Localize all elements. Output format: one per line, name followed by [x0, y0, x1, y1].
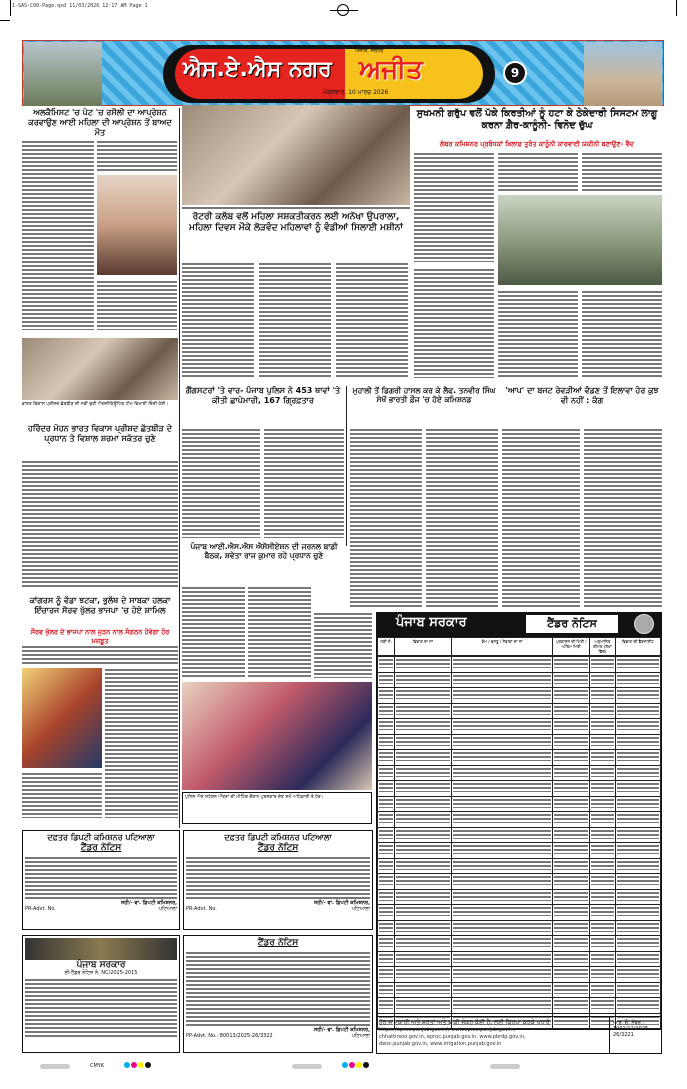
- table-cell: [379, 767, 393, 777]
- photo-caption: [182, 206, 410, 210]
- rotary-club-photo: [182, 105, 410, 205]
- tender-ad-3: [183, 935, 373, 1053]
- section-name: ਐਸ.ਏ.ਐਸ ਨਗਰ: [183, 57, 332, 82]
- table-cell: [554, 953, 588, 963]
- table-cell: [554, 844, 588, 854]
- table-row: [378, 657, 661, 673]
- tender-link[interactable]: chhattirxoo.gov.in, eproc.punjab.gov.in, www.pbrdp.gov.in,: [379, 1034, 526, 1041]
- table-cell: [591, 937, 613, 947]
- table-cell: [617, 751, 659, 761]
- article-body: [259, 262, 331, 378]
- headline-lt-tanveer: ਮੁਹਾਲੀ ਤੋਂ ਡਿਗਰੀ ਹਾਸਲ ਕਰ ਕੇ ਲੈਫ. ਤਨਵੀਰ ਸਿੰਘ ਸੇਖੋਂ ਭਾਰਤੀ ਫ਼ੌਜ 'ਚ ਹੋਏ ਕਮਿਸ਼ਨਡ: [352, 386, 496, 405]
- table-cell: [591, 844, 613, 854]
- article-body: [414, 152, 494, 262]
- ad-title: ਟੈਂਡਰ ਨੋਟਿਸ: [257, 938, 299, 948]
- page-number: 9: [503, 61, 527, 85]
- table-cell: [379, 968, 393, 978]
- table-cell: [591, 736, 613, 746]
- table-cell: [554, 674, 588, 684]
- table-row: [378, 905, 661, 921]
- table-cell: [379, 720, 393, 730]
- column-header: ਕੰਮ / ਵਸਤੂ / ਸੇਵਾਵਾਂ ਦਾ ਨਾਂ: [451, 638, 553, 656]
- table-header-row: [378, 638, 661, 656]
- table-cell: [396, 813, 450, 823]
- table-cell: [554, 782, 588, 792]
- ad-body: [25, 856, 177, 900]
- table-cell: [396, 844, 450, 854]
- table-cell: [554, 829, 588, 839]
- column-rule: [179, 108, 180, 828]
- table-row: [378, 672, 661, 688]
- table-cell: [591, 798, 613, 808]
- article-body: [582, 152, 662, 192]
- table-cell: [554, 984, 588, 994]
- table-cell: [554, 689, 588, 699]
- table-cell: [617, 829, 659, 839]
- table-cell: [617, 906, 659, 916]
- table-cell: [617, 658, 659, 668]
- table-cell: [617, 875, 659, 885]
- table-cell: [554, 736, 588, 746]
- table-cell: [617, 984, 659, 994]
- article-body: [498, 290, 578, 378]
- table-row: [378, 843, 661, 859]
- table-cell: [396, 906, 450, 916]
- table-cell: [617, 689, 659, 699]
- ad-signatory: ਸਹੀ/- ਵਾ. ਡਿਪਟੀ ਕਮਿਸ਼ਨਰ,: [313, 900, 370, 906]
- masthead-photo-right: [584, 42, 662, 106]
- table-cell: [453, 984, 552, 994]
- table-cell: [617, 968, 659, 978]
- tender-table: [376, 636, 662, 1030]
- table-cell: [591, 751, 613, 761]
- table-cell: [396, 984, 450, 994]
- table-cell: [453, 906, 552, 916]
- ad-pr-number: PP-Advt. No.: 80013/2025-26/3322: [186, 1033, 273, 1039]
- table-cell: [453, 937, 552, 947]
- ad-signatory: ਸਹੀ/- ਵਾ. ਡਿਪਟੀ ਕਮਿਸ਼ਨਰ,: [313, 1027, 370, 1033]
- article-body: [314, 612, 372, 678]
- table-cell: [617, 736, 659, 746]
- table-cell: [453, 689, 552, 699]
- punjab-emblem-icon: [634, 614, 654, 634]
- table-row: [378, 781, 661, 797]
- headline-congress-setback: ਕਾਂਗਰਸ ਨੂੰ ਵੱਡਾ ਝਟਕਾ, ਭੁਲੱਥ ਦੇ ਸਾਬਕਾ ਹਲਕਾ ਇੰਚਾਰਜ ਸੌਰਵ ਖੁੱਲਰ ਭਾਜਪਾ 'ਚ ਹੋਏ ਸ਼ਾਮਿਲ: [29, 596, 171, 615]
- article-body: [182, 262, 254, 378]
- table-cell: [617, 953, 659, 963]
- tender-ro-number: ਆਰ. ਓ. ਨੰਬਰ : 1001/12/2025-26/3221: [609, 1017, 661, 1053]
- table-cell: [554, 860, 588, 870]
- table-cell: [554, 875, 588, 885]
- ad-pr-number: PR-Advt. No.: [186, 906, 217, 912]
- table-row: [378, 812, 661, 828]
- table-cell: [453, 844, 552, 854]
- tender-government-name: ਪੰਜਾਬ ਸਰਕਾਰ: [396, 615, 467, 630]
- table-cell: [617, 813, 659, 823]
- table-cell: [617, 844, 659, 854]
- ad-pr-number: PR-Advt. No.: [25, 906, 56, 912]
- table-cell: [379, 689, 393, 699]
- table-cell: [617, 860, 659, 870]
- table-row: [378, 734, 661, 750]
- table-cell: [591, 767, 613, 777]
- registration-mark: [337, 4, 349, 16]
- table-cell: [591, 674, 613, 684]
- table-cell: [453, 953, 552, 963]
- table-row: [378, 827, 661, 843]
- table-cell: [453, 860, 552, 870]
- table-row: [378, 967, 661, 983]
- article-body: [426, 428, 498, 608]
- table-cell: [554, 767, 588, 777]
- table-cell: [554, 937, 588, 947]
- table-cell: [617, 937, 659, 947]
- table-row: [378, 796, 661, 812]
- ad-body: [186, 856, 370, 900]
- table-cell: [554, 968, 588, 978]
- photo-caption: ਪੁਲਿਸ ਐਸ ਸਟੇਸ਼ਨ ਔਰਤਾਂ ਦੀ ਮੀਟਿੰਗ ਦੌਰਾਨ ਪੁਰਸਕਾਰ ਦੇਣ ਸਮੇਂ ਅਧਿਕਾਰੀ ਤੇ ਹੋਰ।: [182, 792, 372, 824]
- table-row: [378, 719, 661, 735]
- table-cell: [591, 953, 613, 963]
- table-row: [378, 703, 661, 719]
- table-cell: [591, 860, 613, 870]
- masthead-nameplate: [163, 45, 495, 103]
- table-row: [378, 889, 661, 905]
- table-cell: [396, 782, 450, 792]
- tender-notice-header: [376, 612, 662, 636]
- tender-notice-title: ਟੈਂਡਰ ਨੋਟਿਸ: [526, 615, 618, 633]
- article-body: [97, 140, 177, 172]
- table-cell: [617, 922, 659, 932]
- article-body: [105, 668, 178, 818]
- table-cell: [396, 922, 450, 932]
- table-cell: [453, 922, 552, 932]
- headline-rotary-club: ਰੋਟਰੀ ਕਲੱਬ ਵਲੋਂ ਮਹਿਲਾ ਸਸ਼ਕਤੀਕਰਨ ਲਈ ਅਨੋਖਾ ਉਪਰਾਲਾ, ਮਹਿਲਾ ਦਿਵਸ ਮੌਕੇ ਲੋੜਵੰਦ ਮਹਿਲਾਵਾਂ ਨੂੰ ਵੰਡੀਆਂ ਸਿਲਾਈ ਮਸ਼ੀਨਾਂ: [189, 212, 403, 234]
- table-cell: [396, 999, 450, 1009]
- table-cell: [591, 999, 613, 1009]
- table-cell: [591, 813, 613, 823]
- table-cell: [379, 674, 393, 684]
- article-body: [97, 280, 177, 330]
- table-cell: [617, 767, 659, 777]
- article-body: [182, 428, 260, 538]
- column-header: ਪ੍ਰਕਾਸ਼ਨ ਦੀ ਮਿਤੀ / ਅੰਤਿਮ ਮਿਤੀ: [553, 638, 590, 656]
- table-cell: [554, 751, 588, 761]
- table-row: [378, 951, 661, 967]
- table-cell: [453, 875, 552, 885]
- table-cell: [379, 906, 393, 916]
- table-cell: [396, 720, 450, 730]
- table-cell: [591, 705, 613, 715]
- table-cell: [617, 674, 659, 684]
- table-row: [378, 936, 661, 952]
- table-cell: [554, 658, 588, 668]
- table-cell: [396, 751, 450, 761]
- table-cell: [453, 782, 552, 792]
- table-cell: [453, 705, 552, 715]
- table-cell: [453, 798, 552, 808]
- table-cell: [554, 720, 588, 730]
- table-cell: [379, 922, 393, 932]
- table-cell: [396, 767, 450, 777]
- table-cell: [379, 813, 393, 823]
- table-cell: [554, 906, 588, 916]
- column-header: ਵਿਭਾਗ ਦੀ ਵੈੱਬਸਾਈਟ: [615, 638, 660, 656]
- headline-sukhmani-group: ਸੁਖਮਨੀ ਗਰੁੱਪ ਵਲੋਂ ਪੱਕੇ ਕਿਰਤੀਆਂ ਨੂੰ ਹਟਾ ਕੇ ਠੇਕੇਦਾਰੀ ਸਿਸਟਮ ਲਾਗੂ ਕਰਨਾ ਗ਼ੈਰ-ਕਾਨੂੰਨੀ- ਵਿਨੋਦ ਚੁੱਘ: [416, 108, 658, 131]
- table-cell: [554, 922, 588, 932]
- table-cell: [617, 999, 659, 1009]
- tender-ad-dc-patiala-1: [22, 830, 180, 930]
- ad-place: ਪਟਿਆਲਾ: [351, 1033, 370, 1039]
- print-slug: 1-SAS-C00-Page.qxd 11/03/2026 12:17 AM Page 1: [12, 3, 148, 9]
- table-cell: [591, 906, 613, 916]
- subheadline: ਲੇਬਰ ਕਮਿਸ਼ਨਰ ਪ੍ਰਬੰਧਕਾਂ ਖ਼ਿਲਾਫ਼ ਤੁਰੰਤ ਕਾਨੂੰਨੀ ਕਾਰਵਾਈ ਯਕੀਨੀ ਬਣਾਉਣ- ਵੈਦ: [440, 140, 634, 148]
- table-row: [378, 874, 661, 890]
- table-cell: [379, 984, 393, 994]
- table-row: [378, 982, 661, 998]
- brand-name: ਅਜੀਤ: [359, 55, 423, 85]
- table-cell: [379, 875, 393, 885]
- article-body: [336, 262, 408, 378]
- ad-office-name: ਦਫ਼ਤਰ ਡਿਪਟੀ ਕਮਿਸ਼ਨਰ ਪਟਿਆਲਾ: [224, 833, 332, 842]
- table-cell: [396, 891, 450, 901]
- table-cell: [617, 705, 659, 715]
- headline-ias-association: ਪੰਜਾਬ ਆਈ.ਐਸ.ਐਸ ਐਸੋਸੀਏਸ਼ਨ ਦੀ ਜਰਨਲ ਬਾਡੀ ਬੈਠਕ, ਸ਼ਵੇਤਾ ਰਾਜ ਕੁਮਾਰ ਰਹੇ ਪ੍ਰਧਾਨ ਚੁਣੇ: [190, 542, 338, 561]
- table-row: [378, 998, 661, 1014]
- table-cell: [453, 767, 552, 777]
- crop-mark: [0, 20, 10, 21]
- edition-label: ਅਜੀਤ, ਜਲੰਧਰ: [355, 48, 384, 54]
- table-row: [378, 688, 661, 704]
- ad-signatory: ਸਹੀ/- ਵਾ. ਡਿਪਟੀ ਕਮਿਸ਼ਨਰ,: [120, 900, 177, 906]
- table-cell: [396, 674, 450, 684]
- award-photo: [182, 682, 372, 790]
- column-header: ਲੜੀ ਨੰ.: [378, 638, 395, 656]
- ad-title: ਟੈਂਡਰ ਨੋਟਿਸ: [257, 843, 299, 853]
- table-cell: [453, 829, 552, 839]
- article-body: [22, 460, 178, 588]
- table-cell: [379, 860, 393, 870]
- table-cell: [396, 798, 450, 808]
- table-cell: [396, 705, 450, 715]
- tender-link[interactable]: https://eproc.punjab.gov.in/, www.eproc.punjab.gov.in,: [379, 1027, 516, 1034]
- article-body: [350, 428, 422, 608]
- article-body: [502, 428, 580, 608]
- table-cell: [453, 658, 552, 668]
- photo-caption: ਭਾਰਤ ਵਿਕਾਸ ਪ੍ਰੀਸ਼ਦ ਛੱਤਬੀੜ ਦੀ ਨਵੀਂ ਚੁਣੀ ਐਗਜ਼ੀਕਿਊਟਿਵ ਟੀਮ ਵਿਖਾਈ ਦਿੰਦੀ ਹੋਈ।: [22, 402, 169, 407]
- tender-footer-text: ਹੋਰ ਜਾਣਕਾਰੀ ਅਤੇ ਸ਼ਰਤਾਂ ਅਤੇ ਬਾਕੀ ਜੇਕਰ ਕੋਈ ਹੈ, ਲਈ ਕਿਰਪਾ ਕਰਕੇ ਪਧਾਰੋ: [379, 1019, 550, 1026]
- table-cell: [379, 891, 393, 901]
- headline-gangsters-raid: ਗੈਂਗਸਟਰਾਂ 'ਤੇ ਵਾਰ- ਪੰਜਾਬ ਪੁਲਿਸ ਨੇ 453 ਥਾਵਾਂ 'ਤੇ ਕੀਤੀ ਛਾਪੇਮਾਰੀ, 167 ਗ੍ਰਿਫ਼ਤਾਰ: [185, 386, 341, 405]
- table-cell: [591, 658, 613, 668]
- table-cell: [396, 953, 450, 963]
- column-header: ਅਨੁਮਾਨਿਤ ਕੀਮਤ (ਲੱਖਾਂ ਵਿੱਚ): [590, 638, 615, 656]
- ad-body: [186, 951, 370, 1027]
- punjab-sarkar-ad: [22, 935, 180, 1053]
- article-body: [582, 290, 662, 378]
- table-cell: [379, 705, 393, 715]
- table-cell: [591, 968, 613, 978]
- table-row: [378, 750, 661, 766]
- tender-footer: [376, 1016, 662, 1054]
- headline-hospital-death: ਅਲਕੈਮਿਸਟ 'ਚ ਪੇਟ 'ਚ ਰਸੌਲੀ ਦਾ ਆਪ੍ਰੇਸ਼ਨ ਕਰਵਾਉਣ ਆਈ ਮਹਿਲਾ ਦੀ ਆਪ੍ਰੇਸ਼ਨ ਤੋਂ ਬਾਅਦ ਮੌਤ: [28, 108, 172, 137]
- table-cell: [591, 782, 613, 792]
- column-header: ਵਿਭਾਗ ਦਾ ਨਾਂ: [394, 638, 451, 656]
- table-cell: [453, 968, 552, 978]
- article-body: [498, 152, 578, 192]
- table-cell: [379, 937, 393, 947]
- portrait-photo: [97, 175, 177, 275]
- article-body: [248, 586, 311, 678]
- table-cell: [554, 999, 588, 1009]
- article-body: [182, 586, 245, 678]
- crop-mark: [676, 0, 677, 16]
- article-body: [22, 645, 178, 665]
- table-cell: [379, 844, 393, 854]
- article-body: [584, 428, 662, 608]
- table-cell: [379, 953, 393, 963]
- table-cell: [396, 875, 450, 885]
- tender-link[interactable]: dwsc.punjab.gov.in, www.irrigation.punjab.gov.in: [379, 1041, 502, 1048]
- table-cell: [554, 891, 588, 901]
- table-cell: [396, 829, 450, 839]
- table-cell: [591, 829, 613, 839]
- subheadline: ਸੌਰਵ ਖੁੱਲਰ ਦੇ ਭਾਜਪਾ ਨਾਲ ਜੁੜਨ ਨਾਲ ਸੰਗਠਨ ਹੋਵੇਗਾ ਹੋਰ ਮਜ਼ਬੂਤ: [30, 628, 170, 645]
- group-photo: [22, 338, 178, 400]
- table-cell: [453, 736, 552, 746]
- table-cell: [379, 736, 393, 746]
- table-cell: [554, 813, 588, 823]
- masthead: [22, 40, 664, 106]
- article-body: [264, 428, 344, 538]
- ad-title: ਟੈਂਡਰ ਨੋਟਿਸ: [80, 843, 122, 853]
- table-cell: [396, 658, 450, 668]
- table-row: [378, 765, 661, 781]
- table-cell: [396, 689, 450, 699]
- headline-bvp: ਹਰਿੰਦਰ ਮੋਹਨ ਭਾਰਤ ਵਿਕਾਸ ਪ੍ਰੀਸ਼ਦ ਛੱਤਬੀੜ ਦੇ ਪ੍ਰਧਾਨ ਤੇ ਵਿਸ਼ਾਲ ਸ਼ਰਮਾ ਸਕੱਤਰ ਚੁਣੇ: [28, 424, 172, 443]
- table-cell: [453, 813, 552, 823]
- table-cell: [617, 891, 659, 901]
- table-cell: [453, 674, 552, 684]
- tender-ad-dc-patiala-2: [183, 830, 373, 930]
- table-cell: [554, 705, 588, 715]
- table-cell: [379, 829, 393, 839]
- table-cell: [379, 658, 393, 668]
- table-cell: [554, 798, 588, 808]
- table-cell: [396, 736, 450, 746]
- ad-place: ਪਟਿਆਲਾ: [351, 906, 370, 912]
- masthead-photo-left: [24, 42, 102, 106]
- table-cell: [617, 782, 659, 792]
- table-cell: [591, 689, 613, 699]
- table-cell: [379, 751, 393, 761]
- table-row: [378, 858, 661, 874]
- column-rule: [346, 386, 347, 546]
- table-row: [378, 920, 661, 936]
- table-cell: [396, 937, 450, 947]
- headline-aap-budget: 'ਆਪ' ਦਾ ਬਜਟ ਰੇਵੜੀਆਂ ਵੰਡਣ ਤੋਂ ਇਲਾਵਾ ਹੋਰ ਕੁਝ ਵੀ ਨਹੀਂ : ਕੰਗ: [505, 386, 659, 405]
- table-cell: [379, 798, 393, 808]
- table-cell: [617, 798, 659, 808]
- table-cell: [379, 999, 393, 1009]
- protest-photo: [498, 195, 662, 285]
- table-cell: [453, 751, 552, 761]
- ad-government-name: ਪੰਜਾਬ ਸਰਕਾਰ: [76, 960, 126, 970]
- table-cell: [591, 922, 613, 932]
- table-cell: [591, 891, 613, 901]
- ad-body: [25, 978, 177, 1038]
- article-body: [22, 140, 94, 330]
- ad-nit-number: ਈ-ਟੈਂਡਰ ਨੋਟਿਸ ਨੰ. NC/2025-2015: [64, 970, 138, 976]
- ad-office-name: ਦਫ਼ਤਰ ਡਿਪਟੀ ਕਮਿਸ਼ਨਰ ਪਟਿਆਲਾ: [47, 833, 155, 842]
- table-cell: [453, 999, 552, 1009]
- ad-place: ਪਟਿਆਲਾ: [158, 906, 177, 912]
- table-cell: [396, 860, 450, 870]
- cmyk-label: CMYK: [90, 1063, 105, 1069]
- table-cell: [591, 984, 613, 994]
- table-cell: [617, 720, 659, 730]
- table-cell: [379, 782, 393, 792]
- event-photo: [22, 668, 102, 768]
- table-cell: [591, 875, 613, 885]
- table-cell: [591, 720, 613, 730]
- table-cell: [396, 968, 450, 978]
- article-body: [22, 772, 102, 818]
- crop-mark: [10, 0, 11, 16]
- table-cell: [453, 891, 552, 901]
- article-body: [414, 268, 494, 378]
- print-color-bar: [40, 1062, 520, 1070]
- ad-banner-image: [25, 938, 177, 960]
- issue-date: ਮੰਗਲਵਾਰ, 10 ਮਾਰਚ 2026: [323, 89, 389, 96]
- table-cell: [453, 720, 552, 730]
